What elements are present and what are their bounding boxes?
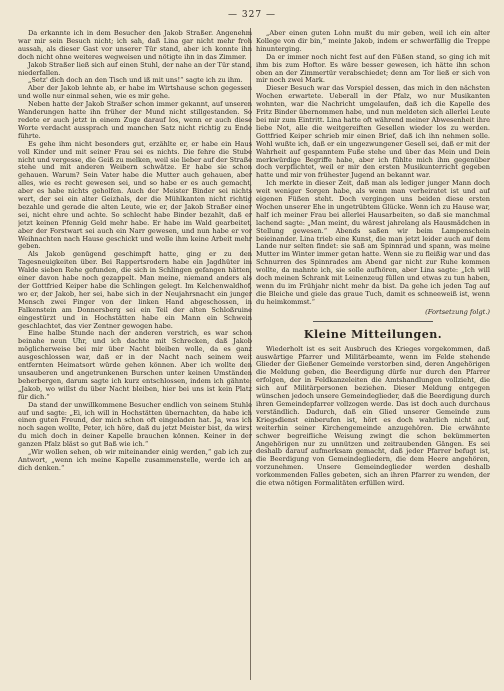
- right-column: [256, 30, 490, 680]
- continuation-note: (Fortsetzung folgt.): [425, 307, 490, 316]
- paragraph: „Aber einen guten Lohn mußt du mir geben, weil ich ein alter Kollege von dir bin,“ meinte Jakob, indem er schwerfällig die Treppe hinunterging.: [256, 30, 490, 53]
- paragraph: Ich merkte in dieser Zeit, daß man als lediger junger Mann doch weit weniger Sorgen habe, als wenn man verheiratet ist und auf eigenen Füßen steht. Doch vergingen uns beiden diese ersten Wochen unserer Ehe in ungetrübtem Glücke. Wenn ich zu Hause war, half ich meiner Frau bei allerlei Hausarbeiten, so daß sie manchmal lachend sagte: „Man meint, du wärest jahrelang als Hausmädchen in Stellung gewesen.“ Abends saßen wir beim Lampenschein beieinander. Lina trieb eine Kunst, die man jetzt leider auch auf dem Lande nur selten findet: sie saß am Spinnrad und spann, was meine Mutter im Winter immer getan hatte. Wenn sie zu fleißig war und das Schnurren des Spinnrades am Abend gar nicht zur Ruhe kommen wollte, da mahnte ich, sie solle aufhören, aber Lina sagte: „Ich will doch meinen Schrank mit Leinenzeug füllen und etwas zu tun haben, wenn du im Frühjahr nicht mehr da bist. Da gehe ich jeden Tag auf die Bleiche und giele das graue Tuch, damit es schneeweiß ist, wenn du heimkommst.“: [256, 179, 490, 306]
- paragraph: Jakob Straßer ließ sich auf einen Stuhl, der nahe an der Tür stand, niederfallen.: [18, 60, 252, 77]
- paragraph: Als Jakob genügend geschimpft hatte, ging er zu den Tagesneuigkeiten über. Bei Rappertsrodern habe ein Jagdhüter im Walde sieben Rehe gefunden, die sich in Schlingen gefangen hätten, einer davon habe noch gezappelt. Man meine, niemand anders als der Gottfried Keiper habe die Schlingen gelegt. Im Kelchenwaldhof, wo er, der Jakob, her sei, habe sich in der Neujahrsnacht ein junger Mensch zwei Finger von der linken Hand abgeschossen, in Falkenstein am Donnersberg sei ein Teil der alten Schloßruine eingestürzt und in Hochstätten habe ein Mann ein Schwein geschlachtet, das vier Zentner gewogen habe.: [18, 250, 252, 330]
- paragraph: Aber der Jakob lehnte ab, er habe im Wirtshause schon gegessen und wolle nur einmal sehen, wie es mir gehe.: [18, 84, 252, 101]
- section-separator: [313, 321, 433, 322]
- page-number: — 327 —: [228, 10, 276, 20]
- paragraph: Da erkannte ich in dem Besucher den Jakob Straßer. Angenehm war mir sein Besuch nicht; ich sah, daß Lina gar nicht mehr froh aussah, als dieser Gast vor unserer Tür stand, aber ich konnte ihn doch nicht ohne weiteres wegweisen und nötigte ihn in das Zimmer.: [18, 30, 252, 61]
- paragraph: Eine halbe Stunde nach der anderen verstrich, es war schon beinahe neun Uhr, und ich dachte mit Schrecken, daß Jakob möglicherweise bei mir über Nacht bleiben wolle, da es ganz ausgeschlossen war, daß er in der Nacht nach seinem weit entfernten Heimatsort würde gehen können. Aber ich wollte den unsauberen und angetrunkenen Burschen unter keinen Umständen beherbergen, darum sagte ich kurz entschlossen, indem ich gähnte: „Jakob, wo willst du über Nacht bleiben, hier bei uns ist kein Platz für dich.“: [18, 329, 252, 401]
- paragraph: Da er immer noch nicht fest auf den Füßen stand, so ging ich mit ihm bis zum Hoftor. Es wäre besser gewesen, ich hätte ihn schon oben an der Zimmertür verabschiedet; denn am Tor ließ er sich von mir noch zwei Mark.: [256, 52, 490, 85]
- paragraph: Dieser Besuch war das Vorspiel dessen, das mich in den nächsten Wochen erwartete. Ueberall in der Pfalz, wo nur Musikanten wohnten, war die Nachricht umgelaufen, daß ich die Kapelle des Fritz Binder übernommen habe, und nun meldeten sich allerlei Leute bei mir zum Eintritt. Lina hatte oft während meiner Abwesenheit ihre liebe Not, alle die weitgereiften Gesellen wieder los zu werden. Gottfried Keiper schrieb mir einen Brief, daß ich ihn nehmen solle. Wohl wußte ich, daß er ein ungezwungener Gesell sei, daß er mit der Wahrheit auf gespanntem Fuße stehe und über das Mein und Dein merkwürdige Begriffe habe, aber ich fühlte mich ihm gegenüber doch verpflichtet, weil er mir den ersten Musikunterricht gegeben hatte und mir von frühester Jugend an bekannt war.: [256, 84, 490, 180]
- paragraph: „Setz' dich doch an den Tisch und iß mit uns!“ sagte ich zu ihm.: [28, 76, 243, 85]
- paragraph: Da stand der unwillkommene Besucher endlich von seinem Stuhle auf und sagte: „Ei, ich will in Hochstätten übernachten, da habe ich einen guten Freund, der mich schon oft eingeladen hat. Ja, was ich noch sagen wollte, Peter, ich höre, daß du jetzt Meister bist, da wirst du mich doch in deiner Kapelle brauchen können. Keiner in der ganzen Pfalz bläst so gut Baß wie ich.“: [18, 400, 252, 449]
- paragraph: Wiederholt ist es seit Ausbruch des Krieges vorgekommen, daß auswärtige Pfarrer und Militärbeamte, wenn im Felde stehende Glieder der Gießener Gemeinde verstorben sind, deren Angehörigen die Meldung geben, die Beerdigung dürfe nur durch den Pfarrer erfolgen, der in Feldkanzeleiten die Amtshandlungen vollzieht, die sich auf Militärpersonen beziehen. Dieser Meldung entgegen wünschen jedoch unsere Gemeindeglieder, daß die Beerdigung durch ihren Gemeindepfarrer vollzogen werde. Das ist doch auch durchaus verständlich. Dadurch, daß ein Glied unserer Gemeinde zum Kriegsdienst einberufen ist, hört es doch wahrlich nicht auf, weiterhin seiner Kirchengemeinde anzugehören. Die erwähnte schwer begreifliche Weisung zwingt die schon bekümmerten Angehörigen nur zu unnützen und zeitraubenden Gängen. Es sei deshalb darauf aufmerksam gemacht, daß jeder Pfarrer befugt ist, die Beerdigung von Gemeindegliedern, die dem Heere angehören, vorzunehmen. Unsere Gemeindeglieder werden deshalb vorkommenden Falles gebeten, sich an ihren Pfarrer zu wenden, der die etwa nötigen Formalitäten erfüllen wird.: [256, 344, 490, 488]
- paragraph: Neben hatte der Jakob Straßer schon immer gekannt, auf unseren Wanderungen hatte ihn früher der Mund nicht stillgestanden. So redete er auch jetzt in einem Zuge darauf los, wenn er auch diese Worte verdacht aussprach und manchen Satz nicht richtig zu Ende führte.: [18, 100, 252, 140]
- paragraph: „Wir wollen sehen, ob wir miteinander einig werden,“ gab ich zur Antwort, „wenn ich meine Kapelle zusammenstelle, werde ich an dich denken.“: [18, 448, 252, 472]
- paragraph: Es gehe ihm nicht besonders gut, erzählte er, er habe ein Haus voll Kinder und mit seiner Frau sei es nichts. Die fehre die Stube nicht und vergesse, die Geiß zu melken, weil sie lieber auf der Straße stehe und mit anderen Weibern schwätze. Er habe sie schon gehauen. Warum? Sein Vater habe die Mutter auch gehauen, aber alles, wie es recht gewesen sei, und so habe er es auch gemacht, aber es habe nichts geholfen. Auch der Meister Binder sei nichts wert, der sei ein alter Geizhals, der die Mühlkanten nicht richtig bezahle und gerade die alten Leute, wie er, der Jakob Straßer einer sei, nicht ehre und achte. So schlecht habe Binder bezahlt, daß er jetzt keinen Pfennig Geld mehr habe. Er habe im Wald gearbeitet, aber der Forstwart sei auch ein Narr gewesen, und nun habe er vor Weihnachten nach Hause geschickt und wolle ihm keine Arbeit mehr geben.: [18, 139, 252, 251]
- left-column: [18, 30, 252, 680]
- section-heading: Kleine Mitteilungen.: [303, 327, 443, 341]
